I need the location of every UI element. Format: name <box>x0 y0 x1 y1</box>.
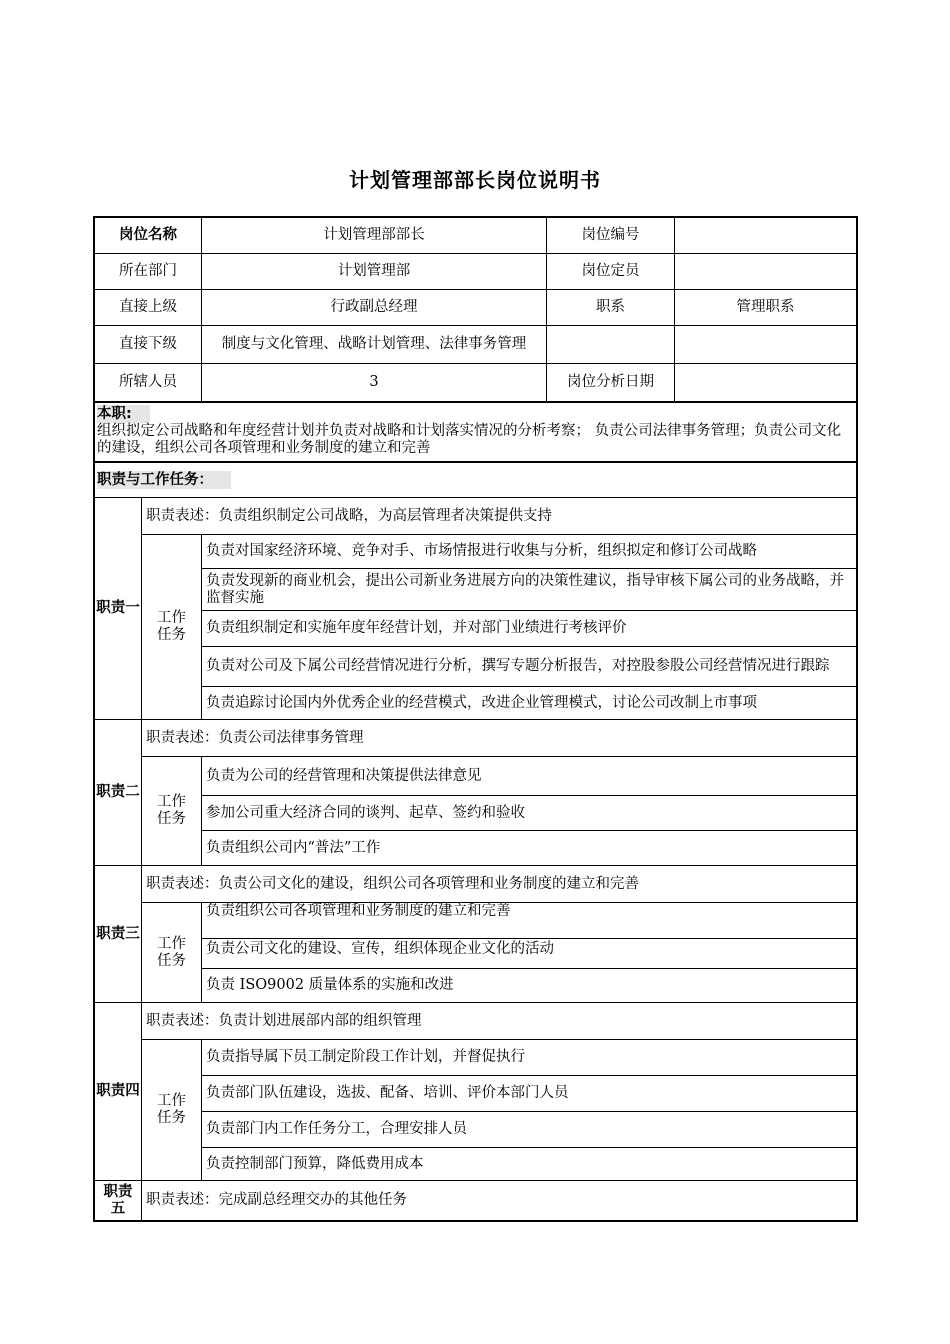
value-headcount <box>675 254 856 290</box>
duty-1-statement: 职责表述：负责组织制定公司战略，为高层管理者决策提供支持 <box>142 498 856 535</box>
duty-4-statement: 职责表述：负责计划进展部内部的组织管理 <box>142 1003 856 1040</box>
duty-1-task-5: 负责追踪讨论国内外优秀企业的经营模式，改进企业管理模式，讨论公司改制上市事项 <box>202 687 856 720</box>
duties-header-label: 职责与工作任务： <box>97 471 231 489</box>
summary-section <box>95 402 856 462</box>
value-department: 计划管理部 <box>202 254 547 290</box>
duty-3-task-label: 工作任务 <box>142 903 202 1003</box>
duty-3-task-1: 负责组织公司各项管理和业务制度的建立和完善 <box>202 903 856 939</box>
duty-4-task-2: 负责部门队伍建设，选拔、配备、培训、评价本部门人员 <box>202 1076 856 1112</box>
value-direct-superior: 行政副总经理 <box>202 290 547 326</box>
page-title: 计划管理部部长岗位说明书 <box>349 168 601 192</box>
duty-1-task-3: 负责组织制定和实施年度年经营计划，并对部门业绩进行考核评价 <box>202 611 856 647</box>
label-analysis-date: 岗位分析日期 <box>547 364 675 402</box>
duty-4-task-3: 负责部门内工作任务分工，合理安排人员 <box>202 1112 856 1148</box>
label-position-code: 岗位编号 <box>547 218 675 254</box>
value-empty <box>675 326 856 364</box>
label-empty <box>547 326 675 364</box>
duties-header <box>95 462 856 498</box>
duty-1-task-2: 负责发现新的商业机会，提出公司新业务进展方向的决策性建议，指导审核下属公司的业务战略，并监督实施 <box>202 569 856 611</box>
duty-3-name: 职责三 <box>95 866 142 1003</box>
duty-1-task-1: 负责对国家经济环境、竞争对手、市场情报进行收集与分析，组织拟定和修订公司战略 <box>202 535 856 569</box>
duty-1-task-label: 工作任务 <box>142 535 202 720</box>
value-analysis-date <box>675 364 856 402</box>
duty-4-task-1: 负责指导属下员工制定阶段工作计划，并督促执行 <box>202 1040 856 1076</box>
label-position-name: 岗位名称 <box>95 218 202 254</box>
duty-2-task-label: 工作任务 <box>142 757 202 866</box>
duty-1-name: 职责一 <box>95 498 142 720</box>
duty-4-task-4: 负责控制部门预算，降低费用成本 <box>202 1148 856 1181</box>
duty-2-task-1: 负责为公司的经营管理和决策提供法律意见 <box>202 757 856 796</box>
duty-5-statement: 职责表述：完成副总经理交办的其他任务 <box>146 1192 407 1208</box>
label-department: 所在部门 <box>95 254 202 290</box>
duty-2-task-3: 负责组织公司内“普法”工作 <box>202 831 856 866</box>
duty-1-task-4: 负责对公司及下属公司经营情况进行分析，撰写专题分析报告，对控股参股公司经营情况进行跟踪 <box>202 647 856 687</box>
label-headcount: 岗位定员 <box>547 254 675 290</box>
label-direct-subordinates: 直接下级 <box>95 326 202 364</box>
summary-text: 组织拟定公司战略和年度经营计划并负责对战略和计划落实情况的分析考察； 负责公司法律事务管理；负责公司文化的建设，组织公司各项管理和业务制度的建立和完善 <box>97 423 842 456</box>
duty-2-statement: 职责表述：负责公司法律事务管理 <box>142 720 856 757</box>
value-job-family: 管理职系 <box>675 290 856 326</box>
duty-2-name: 职责二 <box>95 720 142 866</box>
value-staff-count: 3 <box>202 364 547 402</box>
summary-label: 本职: <box>97 405 150 423</box>
job-description-table <box>93 216 858 1222</box>
value-direct-subordinates: 制度与文化管理、战略计划管理、法律事务管理 <box>202 326 547 364</box>
duty-3-statement: 职责表述：负责公司文化的建设，组织公司各项管理和业务制度的建立和完善 <box>142 866 856 903</box>
duty-3-task-2: 负责公司文化的建设、宣传，组织体现企业文化的活动 <box>202 939 856 969</box>
label-staff-count: 所辖人员 <box>95 364 202 402</box>
duty-2-task-2: 参加公司重大经济合同的谈判、起草、签约和验收 <box>202 796 856 831</box>
value-position-code <box>675 218 856 254</box>
duty-5-name: 职责五 <box>95 1181 142 1220</box>
duty-3-task-3: 负责 ISO9002 质量体系的实施和改进 <box>202 969 856 1003</box>
label-direct-superior: 直接上级 <box>95 290 202 326</box>
duty-4-task-label: 工作任务 <box>142 1040 202 1181</box>
value-position-name: 计划管理部部长 <box>202 218 547 254</box>
label-job-family: 职系 <box>547 290 675 326</box>
duty-4-name: 职责四 <box>95 1003 142 1181</box>
